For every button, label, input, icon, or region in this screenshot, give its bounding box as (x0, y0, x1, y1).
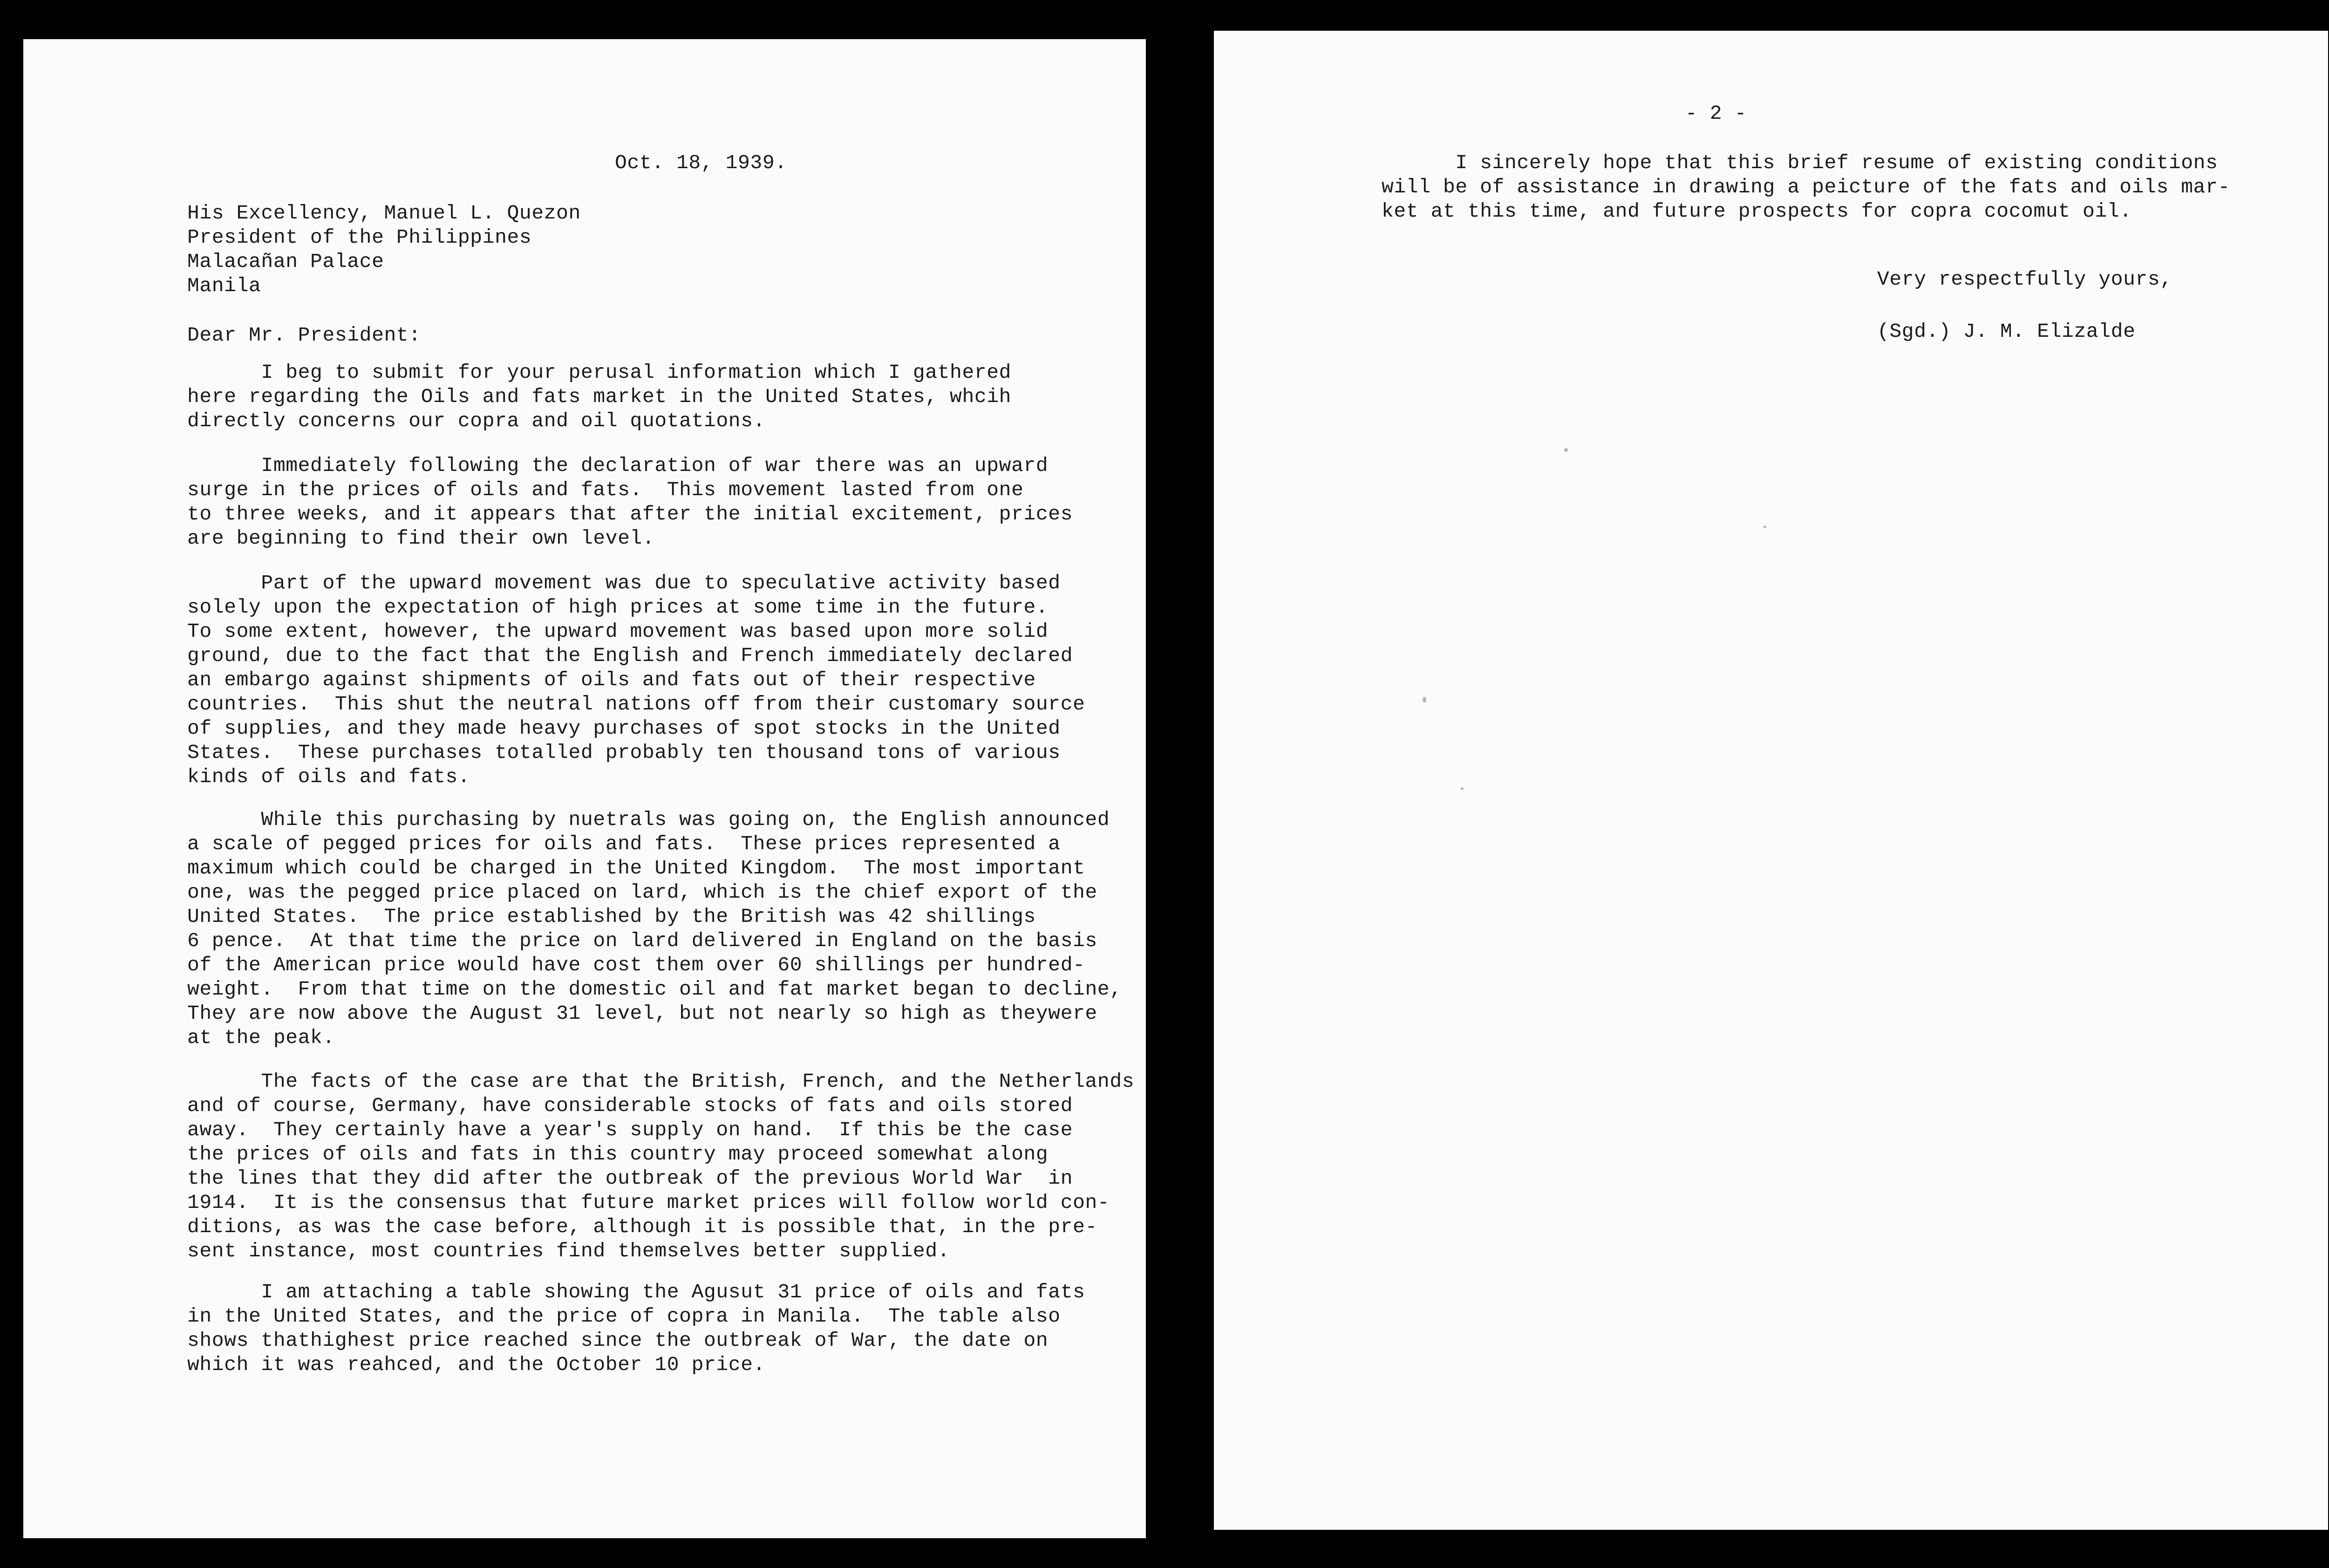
letter-page-2 (1214, 31, 2328, 1530)
address-line: Manila (187, 274, 261, 297)
paragraph-line: ground, due to the fact that the English and French immediately declared (187, 644, 1073, 667)
paragraph-line: here regarding the Oils and fats market in the United States, whcih (187, 385, 1012, 408)
paragraph-line: countries. This shut the neutral nations off from their customary source (187, 693, 1085, 716)
paragraph-line: maximum which could be charged in the United Kingdom. The most important (187, 857, 1085, 879)
paragraph-line: a scale of pegged prices for oils and fats. These prices represented a (187, 832, 1061, 855)
paragraph-line: an embargo against shipments of oils and fats out of their respective (187, 668, 1036, 691)
paragraph-line: are beginning to find their own level. (187, 527, 655, 550)
paragraph-line: sent instance, most countries find themselves better supplied. (187, 1240, 950, 1262)
page-number: - 2 - (1685, 102, 1747, 125)
paragraph-line: ditions, as was the case before, although it is possible that, in the pre- (187, 1215, 1097, 1238)
letter-date: Oct. 18, 1939. (615, 151, 787, 174)
paragraph-line: Part of the upward movement was due to speculative activity based (187, 572, 1061, 594)
paragraph-line: I sincerely hope that this brief resume of existing conditions (1382, 151, 2218, 174)
paragraph-line: will be of assistance in drawing a peicture of the fats and oils mar- (1382, 176, 2230, 198)
paragraph-line: To some extent, however, the upward movement was based upon more solid (187, 620, 1049, 643)
paragraph-line: directly concerns our copra and oil quotations. (187, 409, 765, 432)
paragraph-line: I am attaching a table showing the Agusut 31 price of oils and fats (187, 1281, 1085, 1303)
paper-speck (1423, 697, 1426, 702)
paper-speck (1461, 787, 1464, 790)
paragraph-line: While this purchasing by nuetrals was going on, the English announced (187, 808, 1110, 831)
paragraph-line: one, was the pegged price placed on lard, which is the chief export of the (187, 881, 1097, 904)
paragraph-line: United States. The price established by the British was 42 shillings (187, 905, 1036, 928)
paragraph-line: They are now above the August 31 level, but not nearly so high as theywere (187, 1002, 1097, 1025)
paragraph-line: and of course, Germany, have considerable stocks of fats and oils stored (187, 1094, 1073, 1117)
address-line: President of the Philippines (187, 226, 532, 249)
paragraph-line: weight. From that time on the domestic oil and fat market began to decline, (187, 978, 1122, 1001)
paragraph-line: States. These purchases totalled probably ten thousand tons of various (187, 741, 1061, 764)
paragraph-line: surge in the prices of oils and fats. This movement lasted from one (187, 478, 1024, 501)
paragraph-line: away. They certainly have a year's supply on hand. If this be the case (187, 1118, 1073, 1141)
address-line: His Excellency, Manuel L. Quezon (187, 202, 581, 225)
paragraph-line: The facts of the case are that the British, French, and the Netherlands (187, 1070, 1135, 1093)
paper-speck (1564, 448, 1568, 452)
address-line: Malacañan Palace (187, 250, 384, 273)
paragraph-line: at the peak. (187, 1026, 335, 1049)
letter-page-1 (23, 39, 1146, 1538)
paragraph-line: to three weeks, and it appears that after the initial excitement, prices (187, 503, 1073, 525)
paragraph-line: of the American price would have cost them over 60 shillings per hundred- (187, 954, 1085, 976)
paragraph-line: in the United States, and the price of copra in Manila. The table also (187, 1305, 1061, 1328)
paper-speck (1764, 525, 1766, 528)
paragraph-line: 1914. It is the consensus that future market prices will follow world con- (187, 1191, 1110, 1214)
paragraph-line: which it was reahced, and the October 10 price. (187, 1353, 765, 1376)
salutation: Dear Mr. President: (187, 324, 421, 347)
paragraph-line: shows thathighest price reached since the outbreak of War, the date on (187, 1329, 1049, 1352)
paragraph-line: of supplies, and they made heavy purchases of spot stocks in the United (187, 717, 1061, 740)
paragraph-line: the lines that they did after the outbreak of the previous World War in (187, 1167, 1073, 1190)
paragraph-line: kinds of oils and fats. (187, 765, 470, 788)
paragraph-line: Immediately following the declaration of war there was an upward (187, 454, 1049, 477)
complimentary-close: Very respectfully yours, (1877, 268, 2172, 291)
paragraph-line: the prices of oils and fats in this country may proceed somewhat along (187, 1143, 1049, 1166)
paragraph-line: solely upon the expectation of high prices at some time in the future. (187, 596, 1049, 619)
paragraph-line: 6 pence. At that time the price on lard delivered in England on the basis (187, 929, 1097, 952)
paragraph-line: ket at this time, and future prospects for copra cocomut oil. (1382, 200, 2132, 223)
signature-line: (Sgd.) J. M. Elizalde (1877, 320, 2136, 343)
paragraph-line: I beg to submit for your perusal information which I gathered (187, 361, 1012, 384)
